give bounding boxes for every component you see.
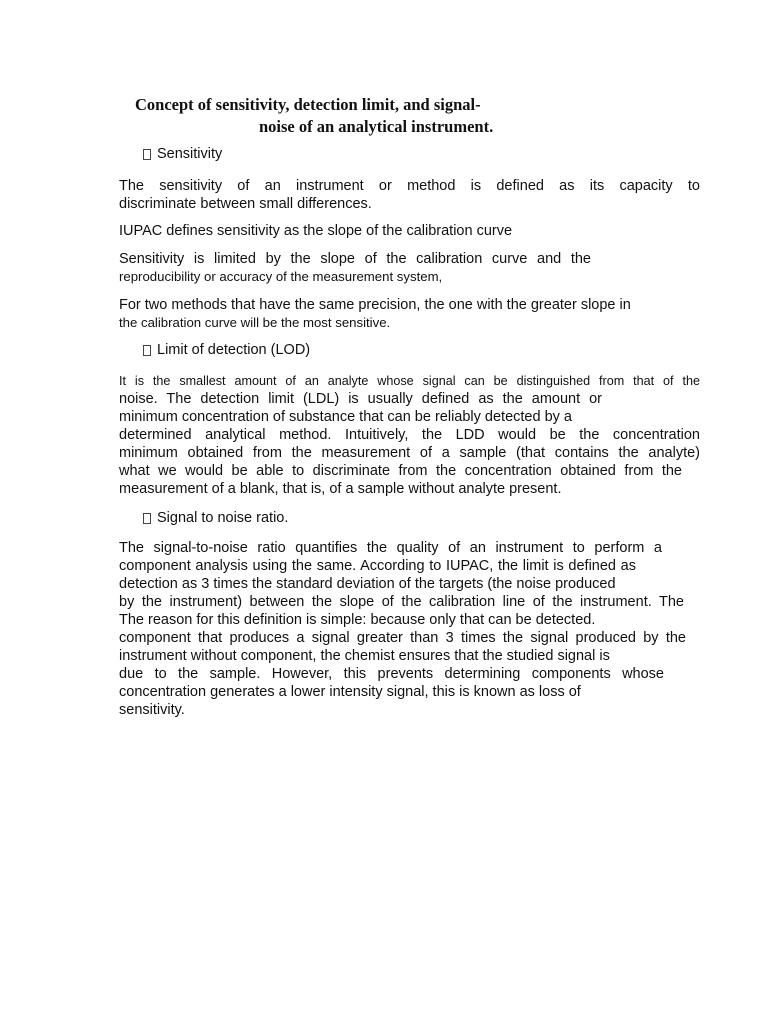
text-line: instrument without component, the chemist ensures that the studied signal is [119,648,610,664]
text-line: noise. The detection limit (LDL) is usually defined as the amount or [119,391,602,407]
section-heading-lod [143,342,310,358]
text-line: detection as 3 times the standard deviation of the targets (the noise produced [119,576,616,592]
text-line: The signal-to-noise ratio quantifies the quality of an instrument to perform a [119,540,662,556]
text-line: the calibration curve will be the most sensitive. [119,315,391,330]
paragraph-lod-definition [119,372,700,498]
document-title-line-2: noise of an analytical instrument. [259,117,494,136]
text-line: reproducibility or accuracy of the measurement system, [119,269,443,284]
text-line: by the instrument) between the slope of the calibration line of the instrument. The [119,594,684,610]
section-heading-sensitivity [143,146,222,162]
text-line: Sensitivity is limited by the slope of the calibration curve and the [119,251,591,267]
checkbox-bullet-icon [143,345,151,356]
document-title-line-1: Concept of sensitivity, detection limit, and signal- [135,95,481,114]
text-line: determined analytical method. Intuitively, the LDD would be the concentration [119,427,700,443]
section-heading-label: Signal to noise ratio. [157,510,289,526]
section-heading-label: Sensitivity [157,146,223,162]
paragraph-sensitivity-limits [119,250,700,286]
text-line: component that produces a signal greater than 3 times the signal produced by the [119,630,686,646]
section-heading-snr [143,510,288,526]
text-line: minimum obtained from the measurement of a sample (that contains the analyte) [119,445,700,461]
checkbox-bullet-icon [143,149,151,160]
text-line: It is the smallest amount of an analyte whose signal can be distinguished from that of the [119,374,700,388]
paragraph-iupac-sensitivity [119,222,700,240]
text-line: concentration generates a lower intensity signal, this is known as loss of [119,684,581,700]
paragraph-two-methods [119,296,700,332]
text-line: sensitivity. [119,702,185,718]
text-line: discriminate between small differences. [119,196,372,212]
paragraph-snr-definition [119,539,700,719]
text-line: component analysis using the same. According to IUPAC, the limit is defined as [119,558,636,574]
paragraph-sensitivity-definition [119,177,700,213]
checkbox-bullet-icon [143,513,151,524]
text-line: IUPAC defines sensitivity as the slope of the calibration curve [119,223,513,239]
text-line: minimum concentration of substance that can be reliably detected by a [119,409,572,425]
text-line: The reason for this definition is simple: because only that can be detected. [119,612,596,628]
text-line: due to the sample. However, this prevents determining components whose [119,666,664,682]
section-heading-label: Limit of detection (LOD) [157,342,311,358]
text-line: measurement of a blank, that is, of a sample without analyte present. [119,481,562,497]
text-line: what we would be able to discriminate from the concentration obtained from the [119,463,682,479]
text-line: The sensitivity of an instrument or method is defined as its capacity to [119,178,700,194]
text-line: For two methods that have the same precision, the one with the greater slope in [119,297,631,313]
